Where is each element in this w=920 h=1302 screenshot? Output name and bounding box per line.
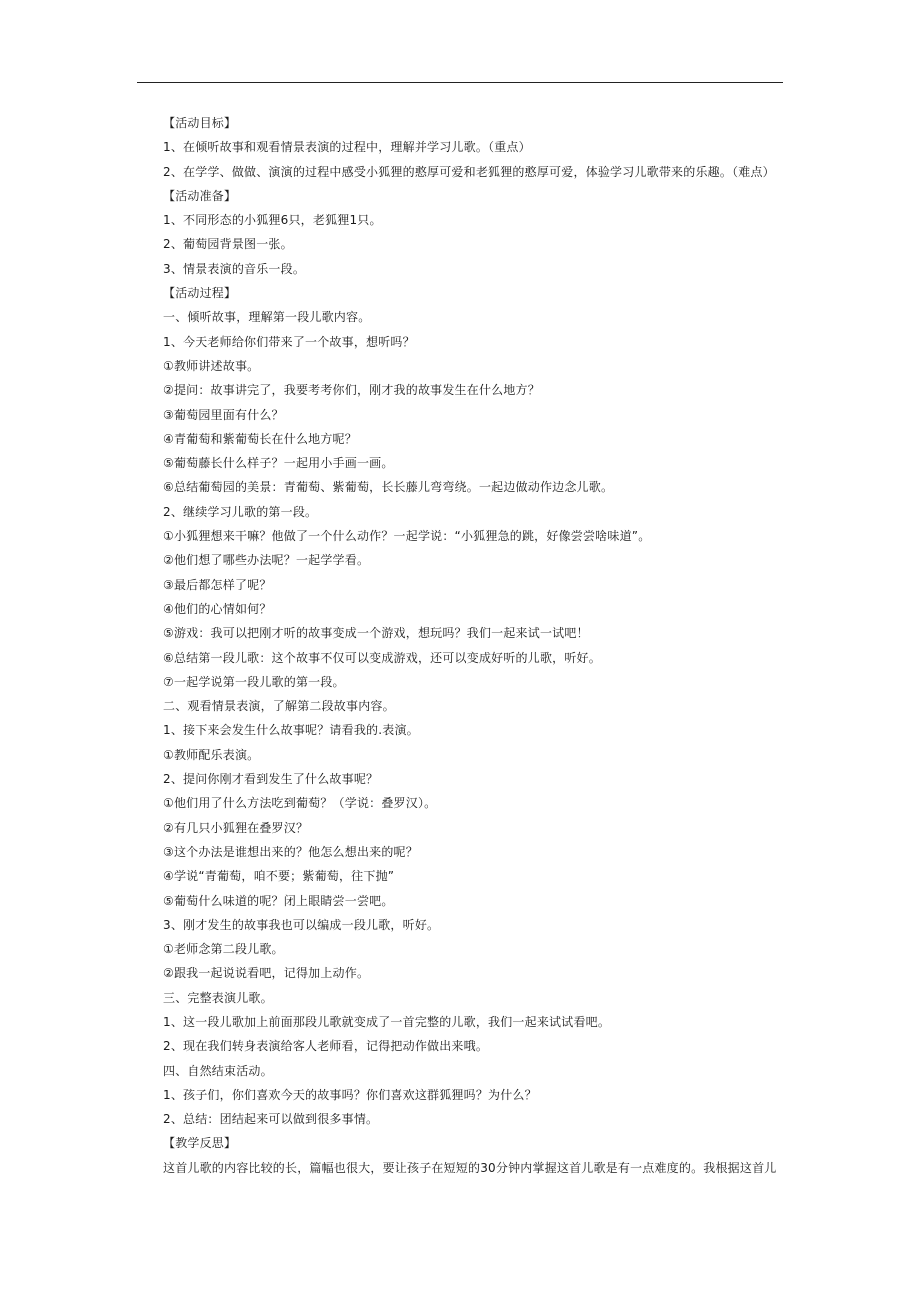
text-line: 1、在倾听故事和观看情景表演的过程中，理解并学习儿歌。（重点） (163, 140, 531, 155)
text-line: ③最后都怎样了呢？ (163, 577, 272, 592)
section-heading-goals: 【活动目标】 (163, 116, 237, 130)
text-line: ⑦一起学说第一段儿歌的第一段。 (163, 674, 345, 689)
text-line: 1、不同形态的小狐狸6只，老狐狸1只。 (163, 213, 382, 228)
text-line: 1、孩子们，你们喜欢今天的故事吗？你们喜欢这群狐狸吗？为什么？ (163, 1087, 537, 1102)
text-line: ②提问：故事讲完了，我要考考你们，刚才我的故事发生在什么地方？ (163, 383, 540, 398)
text-line: 2、总结：团结起来可以做到很多事情。 (163, 1112, 379, 1127)
text-line: ③这个办法是谁想出来的？他怎么想出来的呢？ (163, 844, 418, 859)
text-line: ⑤游戏：我可以把刚才听的故事变成一个游戏，想玩吗？我们一起来试一试吧！ (163, 626, 589, 641)
text-line: ⑥总结葡萄园的美景：青葡萄、紫葡萄，长长藤儿弯弯绕。一起边做动作边念儿歌。 (163, 480, 614, 495)
text-line: ④学说“青葡萄，咱不要；紫葡萄，往下抛” (163, 869, 395, 884)
text-line: ②他们想了哪些办法呢？一起学学看。 (163, 553, 370, 568)
text-line: ①小狐狸想来干嘛？他做了一个什么动作？一起学说：“小狐狸急的跳，好像尝尝啥味道”。 (163, 529, 651, 544)
text-line: 3、刚才发生的故事我也可以编成一段儿歌，听好。 (163, 917, 440, 932)
text-line: 三、完整表演儿歌。 (163, 990, 273, 1005)
section-heading-reflection: 【教学反思】 (163, 1136, 237, 1151)
text-line: 二、观看情景表演，了解第二段故事内容。 (163, 699, 395, 714)
text-line: 2、在学学、做做、演演的过程中感受小狐狸的憨厚可爱和老狐狸的憨厚可爱，体验学习儿歌带来的乐趣。（难点） (163, 164, 775, 179)
text-line: ④他们的心情如何？ (163, 601, 272, 616)
text-line: ⑤葡萄什么味道的呢？闭上眼睛尝一尝吧。 (163, 893, 394, 908)
text-line: ③葡萄园里面有什么？ (163, 407, 284, 422)
text-line: 四、自然结束活动。 (163, 1063, 273, 1078)
text-line: 2、葡萄园背景图一张。 (163, 237, 293, 252)
header-rule (137, 82, 783, 83)
text-line: ⑤葡萄藤长什么样子？一起用小手画一画。 (163, 456, 394, 471)
text-line: 1、这一段儿歌加上前面那段儿歌就变成了一首完整的儿歌，我们一起来试试看吧。 (163, 1014, 611, 1029)
text-line: ⑥总结第一段儿歌：这个故事不仅可以变成游戏，还可以变成好听的儿歌，听好。 (163, 650, 601, 665)
text-line: 3、情景表演的音乐一段。 (163, 261, 306, 276)
text-line: 2、现在我们转身表演给客人老师看，记得把动作做出来哦。 (163, 1039, 489, 1054)
text-line: ①他们用了什么方法吃到葡萄？（学说：叠罗汉）。 (163, 796, 437, 811)
section-heading-preparation: 【活动准备】 (163, 188, 237, 203)
text-line: ②跟我一起说说看吧，记得加上动作。 (163, 966, 370, 981)
section-heading-process: 【活动过程】 (163, 286, 237, 301)
document-body (163, 111, 793, 1180)
text-line: 2、提问你刚才看到发生了什么故事呢？ (163, 772, 379, 787)
text-line: 2、继续学习儿歌的第一段。 (163, 504, 318, 519)
text-line: ④青葡萄和紫葡萄长在什么地方呢？ (163, 431, 357, 446)
text-line: 1、今天老师给你们带来了一个故事，想听吗？ (163, 334, 415, 349)
text-line: ①老师念第二段儿歌。 (163, 942, 284, 957)
text-line: ②有几只小狐狸在叠罗汉？ (163, 820, 309, 835)
text-line: 1、接下来会发生什么故事呢？请看我的.表演。 (163, 723, 419, 738)
text-line: 这首儿歌的内容比较的长，篇幅也很大，要让孩子在短短的30分钟内掌握这首儿歌是有一点难度的。我根据这首儿 (163, 1160, 777, 1175)
text-line: 一、倾听故事，理解第一段儿歌内容。 (163, 310, 371, 325)
text-line: ①教师配乐表演。 (163, 747, 260, 762)
text-line: ①教师讲述故事。 (163, 358, 260, 373)
